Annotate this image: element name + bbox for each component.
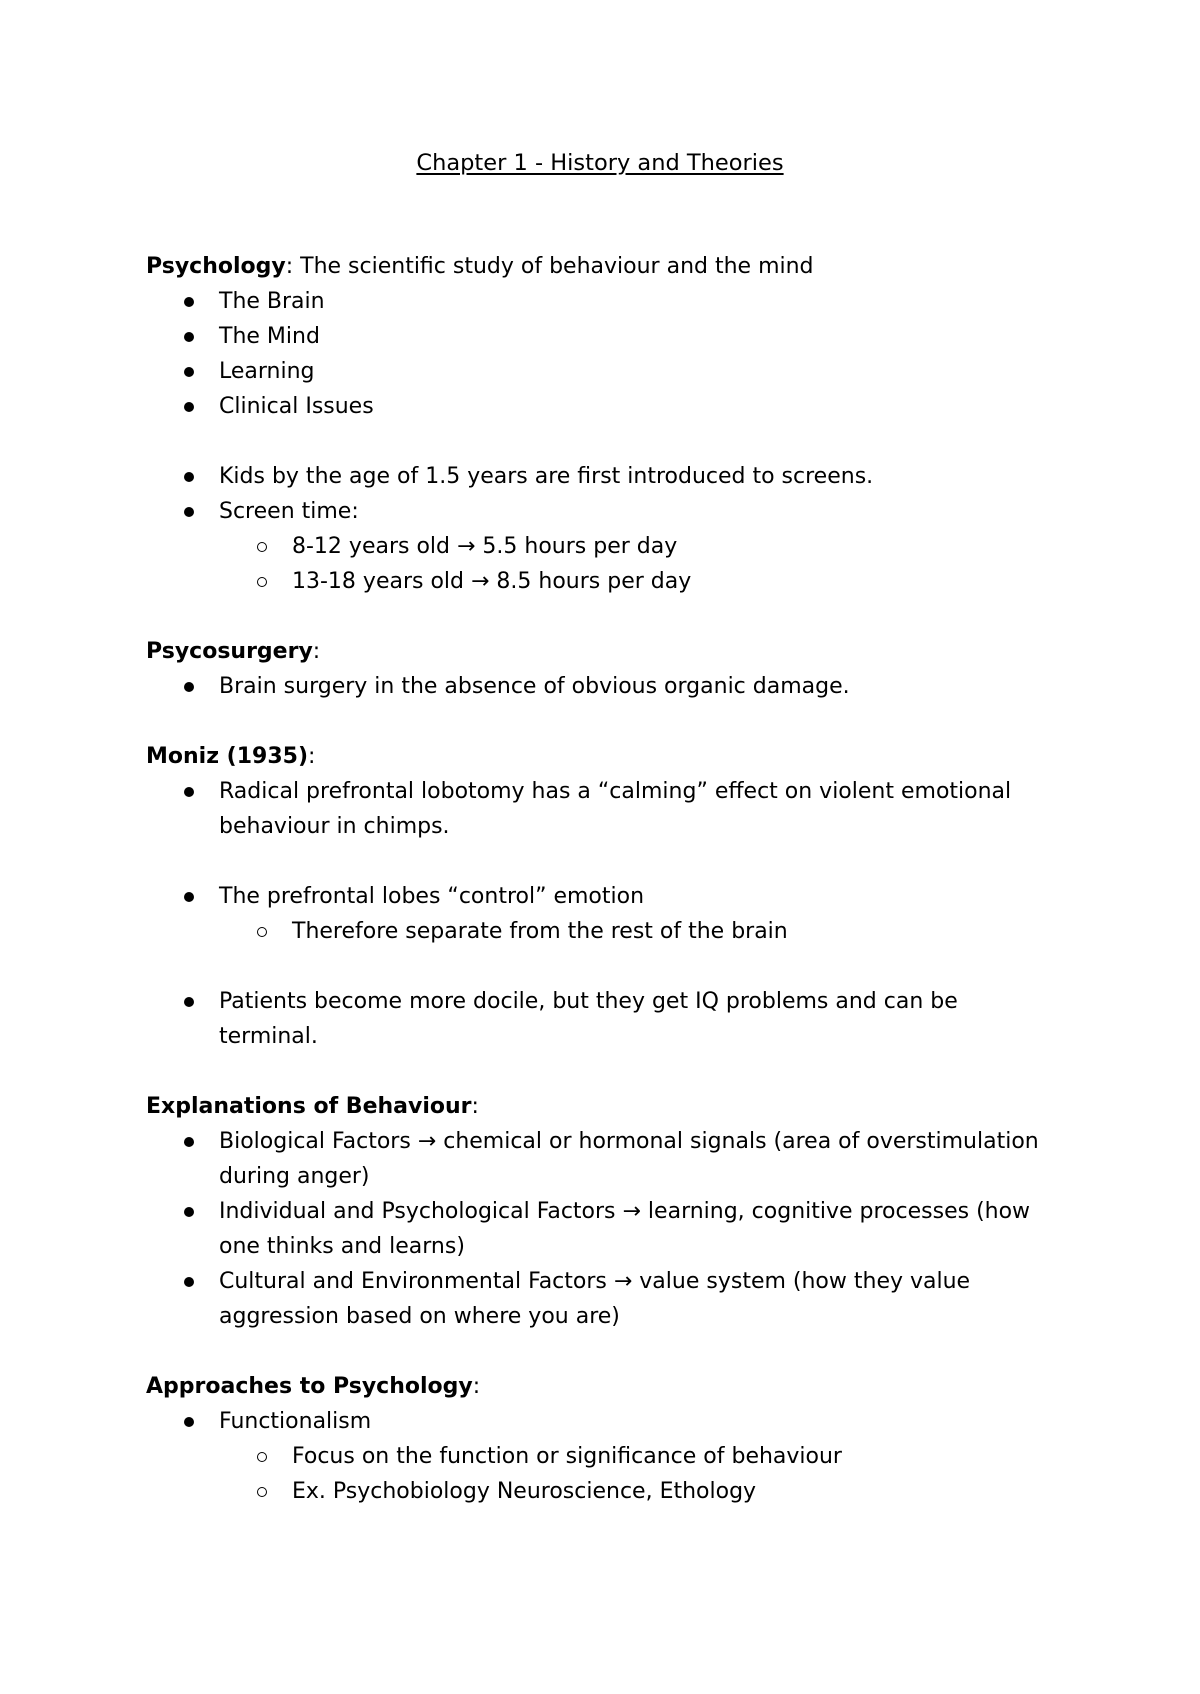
moniz-term: Moniz (1935) (146, 744, 309, 769)
list-item: Individual and Psychological Factors → learning, cognitive processes (how (219, 1199, 1031, 1224)
list-item-continuation: one thinks and learns) (219, 1234, 465, 1259)
bullet-icon (184, 787, 194, 797)
list-item: Patients become more docile, but they get IQ problems and can be (219, 989, 958, 1014)
list-item: The Mind (219, 324, 320, 349)
bullet-icon (184, 1417, 194, 1427)
circle-bullet-icon (257, 1452, 267, 1462)
circle-bullet-icon (257, 927, 267, 937)
sub-list-item: Focus on the function or significance of behaviour (292, 1444, 842, 1469)
list-item: Biological Factors → chemical or hormonal signals (area of overstimulation (219, 1129, 1039, 1154)
list-item: Learning (219, 359, 315, 384)
page-title: Chapter 1 - History and Theories (416, 150, 784, 176)
psychology-definition: : The scientific study of behaviour and the mind (285, 254, 814, 279)
psycosurgery-term: Psycosurgery (146, 639, 313, 664)
psychology-heading (146, 249, 1200, 284)
list-item: The prefrontal lobes “control” emotion (219, 884, 645, 909)
approaches-heading (146, 1369, 1200, 1404)
list-item: Radical prefrontal lobotomy has a “calming” effect on violent emotional (219, 779, 1012, 804)
bullet-icon (184, 297, 194, 307)
bullet-icon (184, 332, 194, 342)
explanations-heading (146, 1089, 1200, 1124)
circle-bullet-icon (257, 577, 267, 587)
circle-bullet-icon (257, 1487, 267, 1497)
list-item-continuation: during anger) (219, 1164, 370, 1189)
circle-bullet-icon (257, 542, 267, 552)
list-item: Cultural and Environmental Factors → value system (how they value (219, 1269, 971, 1294)
list-item: Screen time: (219, 499, 359, 524)
bullet-icon (184, 402, 194, 412)
sub-list-item: Ex. Psychobiology Neuroscience, Ethology (292, 1479, 757, 1504)
psycosurgery-heading (146, 634, 1200, 669)
list-item-continuation: aggression based on where you are) (219, 1304, 620, 1329)
bullet-icon (184, 997, 194, 1007)
bullet-icon (184, 472, 194, 482)
bullet-icon (184, 1277, 194, 1287)
explanations-term: Explanations of Behaviour (146, 1094, 472, 1119)
bullet-icon (184, 892, 194, 902)
list-item: Functionalism (219, 1409, 372, 1434)
sub-list-item: Therefore separate from the rest of the brain (292, 919, 788, 944)
approaches-term: Approaches to Psychology (146, 1374, 473, 1399)
moniz-heading (146, 739, 1200, 774)
list-item: Brain surgery in the absence of obvious organic damage. (219, 674, 850, 699)
list-item: The Brain (219, 289, 325, 314)
psychology-term: Psychology (146, 254, 286, 279)
list-item: Kids by the age of 1.5 years are first introduced to screens. (219, 464, 874, 489)
heading-colon: : (312, 639, 321, 664)
bullet-icon (184, 367, 194, 377)
sub-list-item: 13-18 years old → 8.5 hours per day (292, 569, 692, 594)
bullet-icon (184, 1137, 194, 1147)
list-item: Clinical Issues (219, 394, 374, 419)
list-item-continuation: behaviour in chimps. (219, 814, 450, 839)
heading-colon: : (471, 1094, 479, 1119)
list-item-continuation: terminal. (219, 1024, 318, 1049)
heading-colon: : (472, 1374, 481, 1399)
bullet-icon (184, 1207, 194, 1217)
bullet-icon (184, 507, 194, 517)
bullet-icon (184, 682, 194, 692)
heading-colon: : (308, 744, 316, 769)
sub-list-item: 8-12 years old → 5.5 hours per day (292, 534, 678, 559)
